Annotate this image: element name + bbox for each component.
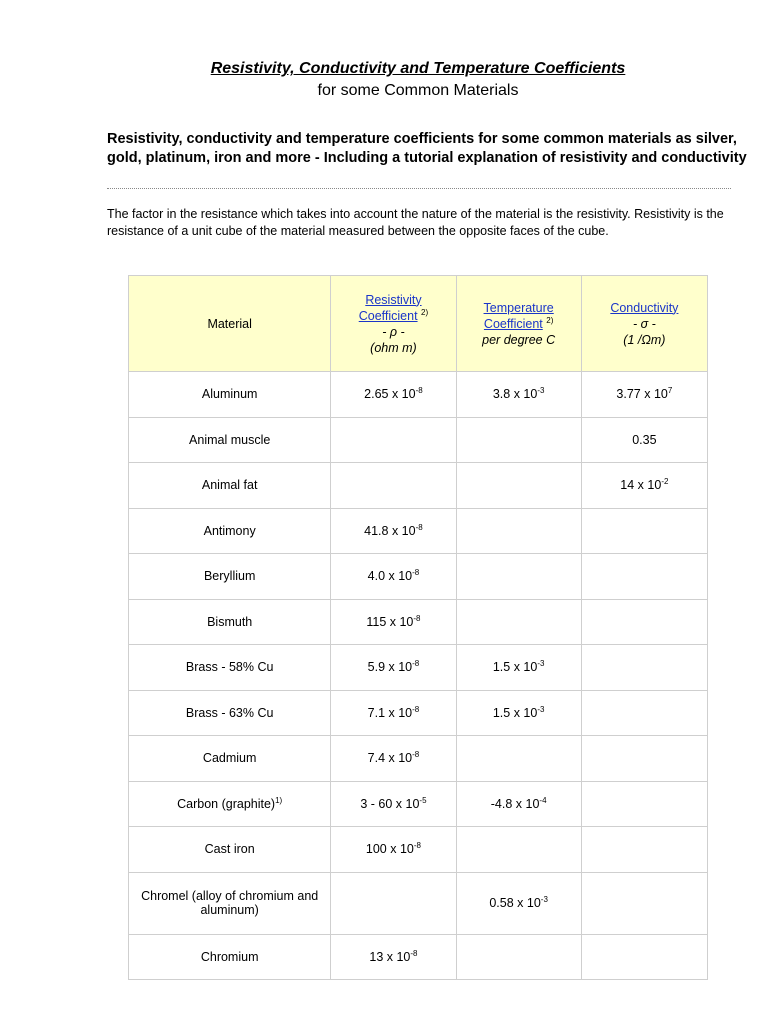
resistivity-cell-exponent: -5 bbox=[419, 795, 427, 805]
resistivity-cell-exponent: -8 bbox=[415, 386, 423, 396]
resistivity-cell-value: 4.0 x 10 bbox=[367, 569, 413, 584]
resistivity-cell bbox=[331, 417, 456, 463]
resistivity-cell-value: 3 - 60 x 10 bbox=[360, 796, 420, 811]
resistivity-footnote-marker: 2) bbox=[421, 307, 429, 317]
material-cell bbox=[129, 827, 331, 873]
temperature-cell bbox=[456, 934, 581, 980]
conductivity-cell bbox=[581, 781, 707, 827]
resistivity-cell bbox=[331, 554, 456, 600]
material-cell bbox=[129, 508, 331, 554]
material-cell bbox=[129, 781, 331, 827]
temperature-cell bbox=[456, 872, 581, 934]
temperature-cell-exponent: -3 bbox=[537, 704, 545, 714]
conductivity-cell bbox=[581, 554, 707, 600]
temperature-cell bbox=[456, 554, 581, 600]
resistivity-cell-value: 115 x 10 bbox=[366, 614, 414, 629]
header-resistivity bbox=[331, 276, 456, 372]
material-cell bbox=[129, 417, 331, 463]
material-cell-value: Animal fat bbox=[201, 478, 258, 493]
header-material-label: Material bbox=[207, 316, 252, 331]
temperature-cell-value: 1.5 x 10 bbox=[492, 705, 538, 720]
material-cell bbox=[129, 599, 331, 645]
resistivity-cell bbox=[331, 690, 456, 736]
temperature-cell bbox=[456, 599, 581, 645]
table-row bbox=[129, 599, 708, 645]
resistivity-cell-exponent: -8 bbox=[412, 568, 420, 578]
resistivity-cell-exponent: -8 bbox=[412, 750, 420, 760]
table-row bbox=[129, 508, 708, 554]
material-cell-value: Chromium bbox=[200, 949, 259, 964]
temperature-cell-value: 3.8 x 10 bbox=[492, 387, 538, 402]
table-row bbox=[129, 372, 708, 418]
conductivity-cell bbox=[581, 599, 707, 645]
resistivity-cell-exponent: -8 bbox=[412, 704, 420, 714]
conductivity-cell-exponent: -2 bbox=[661, 477, 669, 487]
table-row bbox=[129, 872, 708, 934]
temperature-link[interactable]: Temperature bbox=[483, 300, 554, 315]
conductivity-symbol: - σ - bbox=[632, 316, 656, 331]
material-cell bbox=[129, 872, 331, 934]
material-cell bbox=[129, 645, 331, 691]
resistivity-cell-value: 7.1 x 10 bbox=[367, 705, 413, 720]
temperature-cell bbox=[456, 781, 581, 827]
resistivity-cell-value: 5.9 x 10 bbox=[367, 660, 413, 675]
resistivity-cell-exponent: -8 bbox=[412, 659, 420, 669]
material-cell-value: Chromel (alloy of chromium and aluminum) bbox=[141, 889, 319, 917]
page-subtitle: for some Common Materials bbox=[317, 82, 519, 99]
table-row bbox=[129, 554, 708, 600]
conductivity-cell-value: 3.77 x 10 bbox=[616, 387, 668, 402]
material-cell-value: Brass - 58% Cu bbox=[185, 660, 274, 675]
conductivity-cell bbox=[581, 508, 707, 554]
resistivity-cell-value: 41.8 x 10 bbox=[364, 523, 416, 538]
conductivity-cell-value: 0.35 bbox=[632, 432, 657, 447]
material-cell-value: Beryllium bbox=[203, 569, 256, 584]
resistivity-cell-exponent: -8 bbox=[413, 841, 421, 851]
table-row bbox=[129, 690, 708, 736]
material-cell bbox=[129, 934, 331, 980]
table-row bbox=[129, 781, 708, 827]
conductivity-cell bbox=[581, 934, 707, 980]
temperature-cell-exponent: -3 bbox=[537, 659, 545, 669]
conductivity-unit: (1 /Ωm) bbox=[623, 332, 666, 347]
temperature-cell bbox=[456, 736, 581, 782]
temperature-cell bbox=[456, 417, 581, 463]
material-cell bbox=[129, 736, 331, 782]
conductivity-link[interactable]: Conductivity bbox=[610, 300, 679, 315]
material-cell-value: Carbon (graphite) bbox=[177, 796, 276, 811]
temperature-cell-exponent: -4 bbox=[539, 795, 547, 805]
resistivity-cell bbox=[331, 934, 456, 980]
conductivity-cell bbox=[581, 645, 707, 691]
conductivity-cell bbox=[581, 736, 707, 782]
material-cell-value: Bismuth bbox=[207, 614, 253, 629]
conductivity-cell-value: 14 x 10 bbox=[620, 478, 662, 493]
intro-paragraph: The factor in the resistance which takes into account the nature of the material is the resistivity. Resistivity is the resistance of a unit cube of the material measured between the opposite faces of the cube. bbox=[107, 207, 724, 238]
table-row bbox=[129, 463, 708, 509]
conductivity-cell bbox=[581, 872, 707, 934]
header-material bbox=[129, 276, 331, 372]
header-temperature bbox=[456, 276, 581, 372]
resistivity-cell bbox=[331, 872, 456, 934]
material-cell bbox=[129, 554, 331, 600]
material-cell-value: Cast iron bbox=[204, 842, 255, 857]
table-row bbox=[129, 417, 708, 463]
temperature-cell bbox=[456, 645, 581, 691]
resistivity-cell-exponent: -8 bbox=[410, 948, 418, 958]
temperature-cell bbox=[456, 372, 581, 418]
resistivity-cell bbox=[331, 463, 456, 509]
materials-table bbox=[128, 275, 708, 980]
temperature-unit: per degree C bbox=[482, 332, 556, 347]
conductivity-cell bbox=[581, 463, 707, 509]
resistivity-cell bbox=[331, 827, 456, 873]
resistivity-cell-value: 100 x 10 bbox=[365, 842, 414, 857]
temperature-cell bbox=[456, 827, 581, 873]
temperature-coefficient-link[interactable]: Coefficient bbox=[483, 316, 543, 331]
material-cell bbox=[129, 690, 331, 736]
temperature-cell-exponent: -3 bbox=[537, 386, 545, 396]
conductivity-cell bbox=[581, 372, 707, 418]
resistivity-cell bbox=[331, 781, 456, 827]
temperature-cell-value: 1.5 x 10 bbox=[492, 660, 538, 675]
table-row bbox=[129, 934, 708, 980]
resistivity-cell-exponent: -8 bbox=[413, 613, 421, 623]
temperature-cell-exponent: -3 bbox=[540, 894, 548, 904]
table-row bbox=[129, 827, 708, 873]
temperature-cell bbox=[456, 463, 581, 509]
resistivity-coefficient-link[interactable]: Coefficient bbox=[358, 308, 418, 323]
table-header-row bbox=[129, 276, 708, 372]
material-cell-value: Cadmium bbox=[202, 751, 257, 766]
page-title: Resistivity, Conductivity and Temperature Coefficients bbox=[210, 60, 626, 77]
resistivity-cell bbox=[331, 508, 456, 554]
conductivity-cell bbox=[581, 690, 707, 736]
conductivity-cell-exponent: 7 bbox=[667, 386, 673, 396]
conductivity-cell bbox=[581, 827, 707, 873]
table-row bbox=[129, 645, 708, 691]
table-row bbox=[129, 736, 708, 782]
resistivity-link[interactable]: Resistivity bbox=[365, 292, 422, 307]
resistivity-cell bbox=[331, 736, 456, 782]
material-cell bbox=[129, 372, 331, 418]
resistivity-cell-value: 13 x 10 bbox=[369, 949, 411, 964]
material-cell-value: Brass - 63% Cu bbox=[185, 705, 274, 720]
temperature-footnote-marker: 2) bbox=[546, 315, 554, 325]
resistivity-symbol: - ρ - bbox=[382, 324, 405, 339]
material-cell-value: Antimony bbox=[203, 523, 256, 538]
resistivity-cell-value: 7.4 x 10 bbox=[367, 751, 413, 766]
material-cell-exponent: 1) bbox=[275, 795, 283, 805]
dotted-divider bbox=[107, 188, 731, 189]
header-conductivity bbox=[581, 276, 707, 372]
material-cell bbox=[129, 463, 331, 509]
resistivity-cell bbox=[331, 645, 456, 691]
material-cell-value: Aluminum bbox=[201, 387, 258, 402]
material-cell-value: Animal muscle bbox=[189, 432, 271, 447]
lead-paragraph: Resistivity, conductivity and temperature coefficients for some common materials as silver, gold, platinum, iron and more - Including a tutorial explanation of resistivity and conductivity bbox=[107, 131, 747, 166]
resistivity-cell bbox=[331, 372, 456, 418]
resistivity-cell bbox=[331, 599, 456, 645]
temperature-cell bbox=[456, 508, 581, 554]
resistivity-cell-exponent: -8 bbox=[415, 522, 423, 532]
resistivity-unit: (ohm m) bbox=[370, 340, 417, 355]
temperature-cell-value: 0.58 x 10 bbox=[489, 896, 541, 910]
temperature-cell bbox=[456, 690, 581, 736]
temperature-cell-value: -4.8 x 10 bbox=[490, 796, 540, 811]
resistivity-cell-value: 2.65 x 10 bbox=[364, 387, 416, 402]
conductivity-cell bbox=[581, 417, 707, 463]
